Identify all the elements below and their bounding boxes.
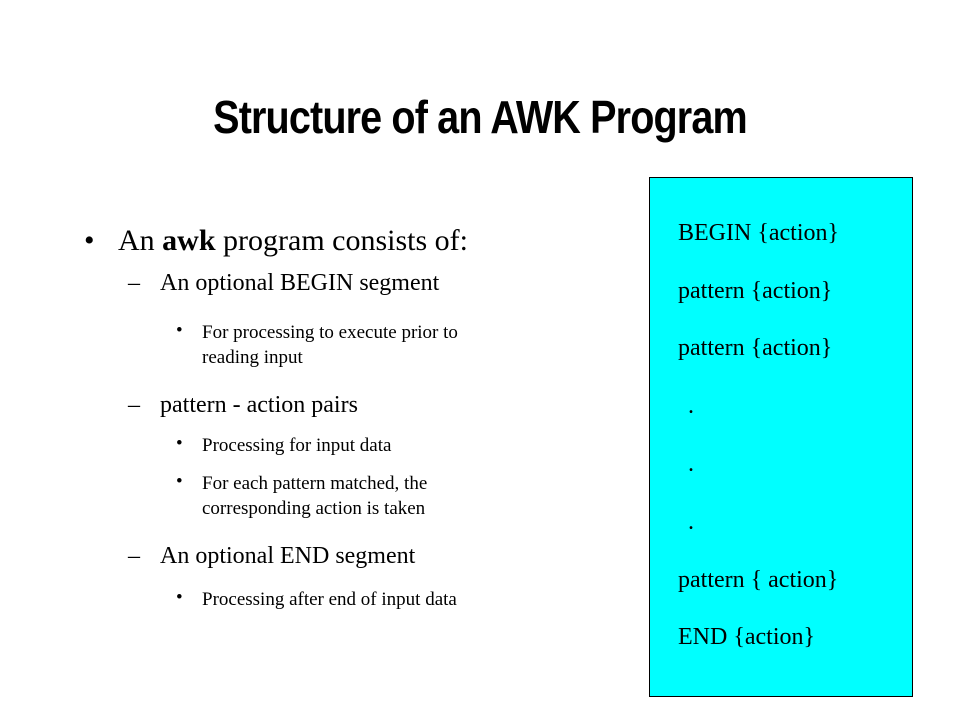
bullet-marker: • <box>84 224 95 257</box>
detail-text <box>202 587 457 612</box>
segment-label: pattern - action pairs <box>160 392 358 418</box>
dash-marker: – <box>128 270 140 296</box>
intro-text <box>118 224 468 258</box>
slide-title: Structure of an AWK Program <box>213 91 747 143</box>
bullet-marker: • <box>176 471 183 492</box>
detail-line: For each pattern matched, the <box>202 473 428 494</box>
code-line-end: END {action} <box>678 624 816 650</box>
dash-marker: – <box>128 392 140 418</box>
code-line-pattern: pattern {action} <box>678 335 833 361</box>
bullet-marker: • <box>176 587 183 608</box>
code-line-ellipsis: . <box>688 509 694 535</box>
code-line-begin: BEGIN {action} <box>678 220 840 246</box>
detail-line: Processing for input data <box>202 435 392 456</box>
code-line-pattern: pattern { action} <box>678 567 839 593</box>
detail-line: corresponding action is taken <box>202 498 426 519</box>
code-line-pattern: pattern {action} <box>678 278 833 304</box>
code-line-ellipsis: . <box>688 393 694 419</box>
bullet-marker: • <box>176 433 183 454</box>
segment-label: An optional BEGIN segment <box>160 270 440 296</box>
awk-structure-box <box>649 177 913 697</box>
detail-text <box>202 320 458 370</box>
intro-bold-word: awk <box>162 224 216 257</box>
detail-line: reading input <box>202 347 303 368</box>
detail-line: For processing to execute prior to <box>202 322 458 343</box>
intro-suffix: program consists of: <box>215 224 468 257</box>
bullet-marker: • <box>176 320 183 341</box>
segment-label: An optional END segment <box>160 543 416 569</box>
dash-marker: – <box>128 543 140 569</box>
detail-line: Processing after end of input data <box>202 589 457 610</box>
detail-text <box>202 471 427 521</box>
detail-text <box>202 433 391 458</box>
code-line-ellipsis: . <box>688 451 694 477</box>
intro-prefix: An <box>118 224 163 257</box>
